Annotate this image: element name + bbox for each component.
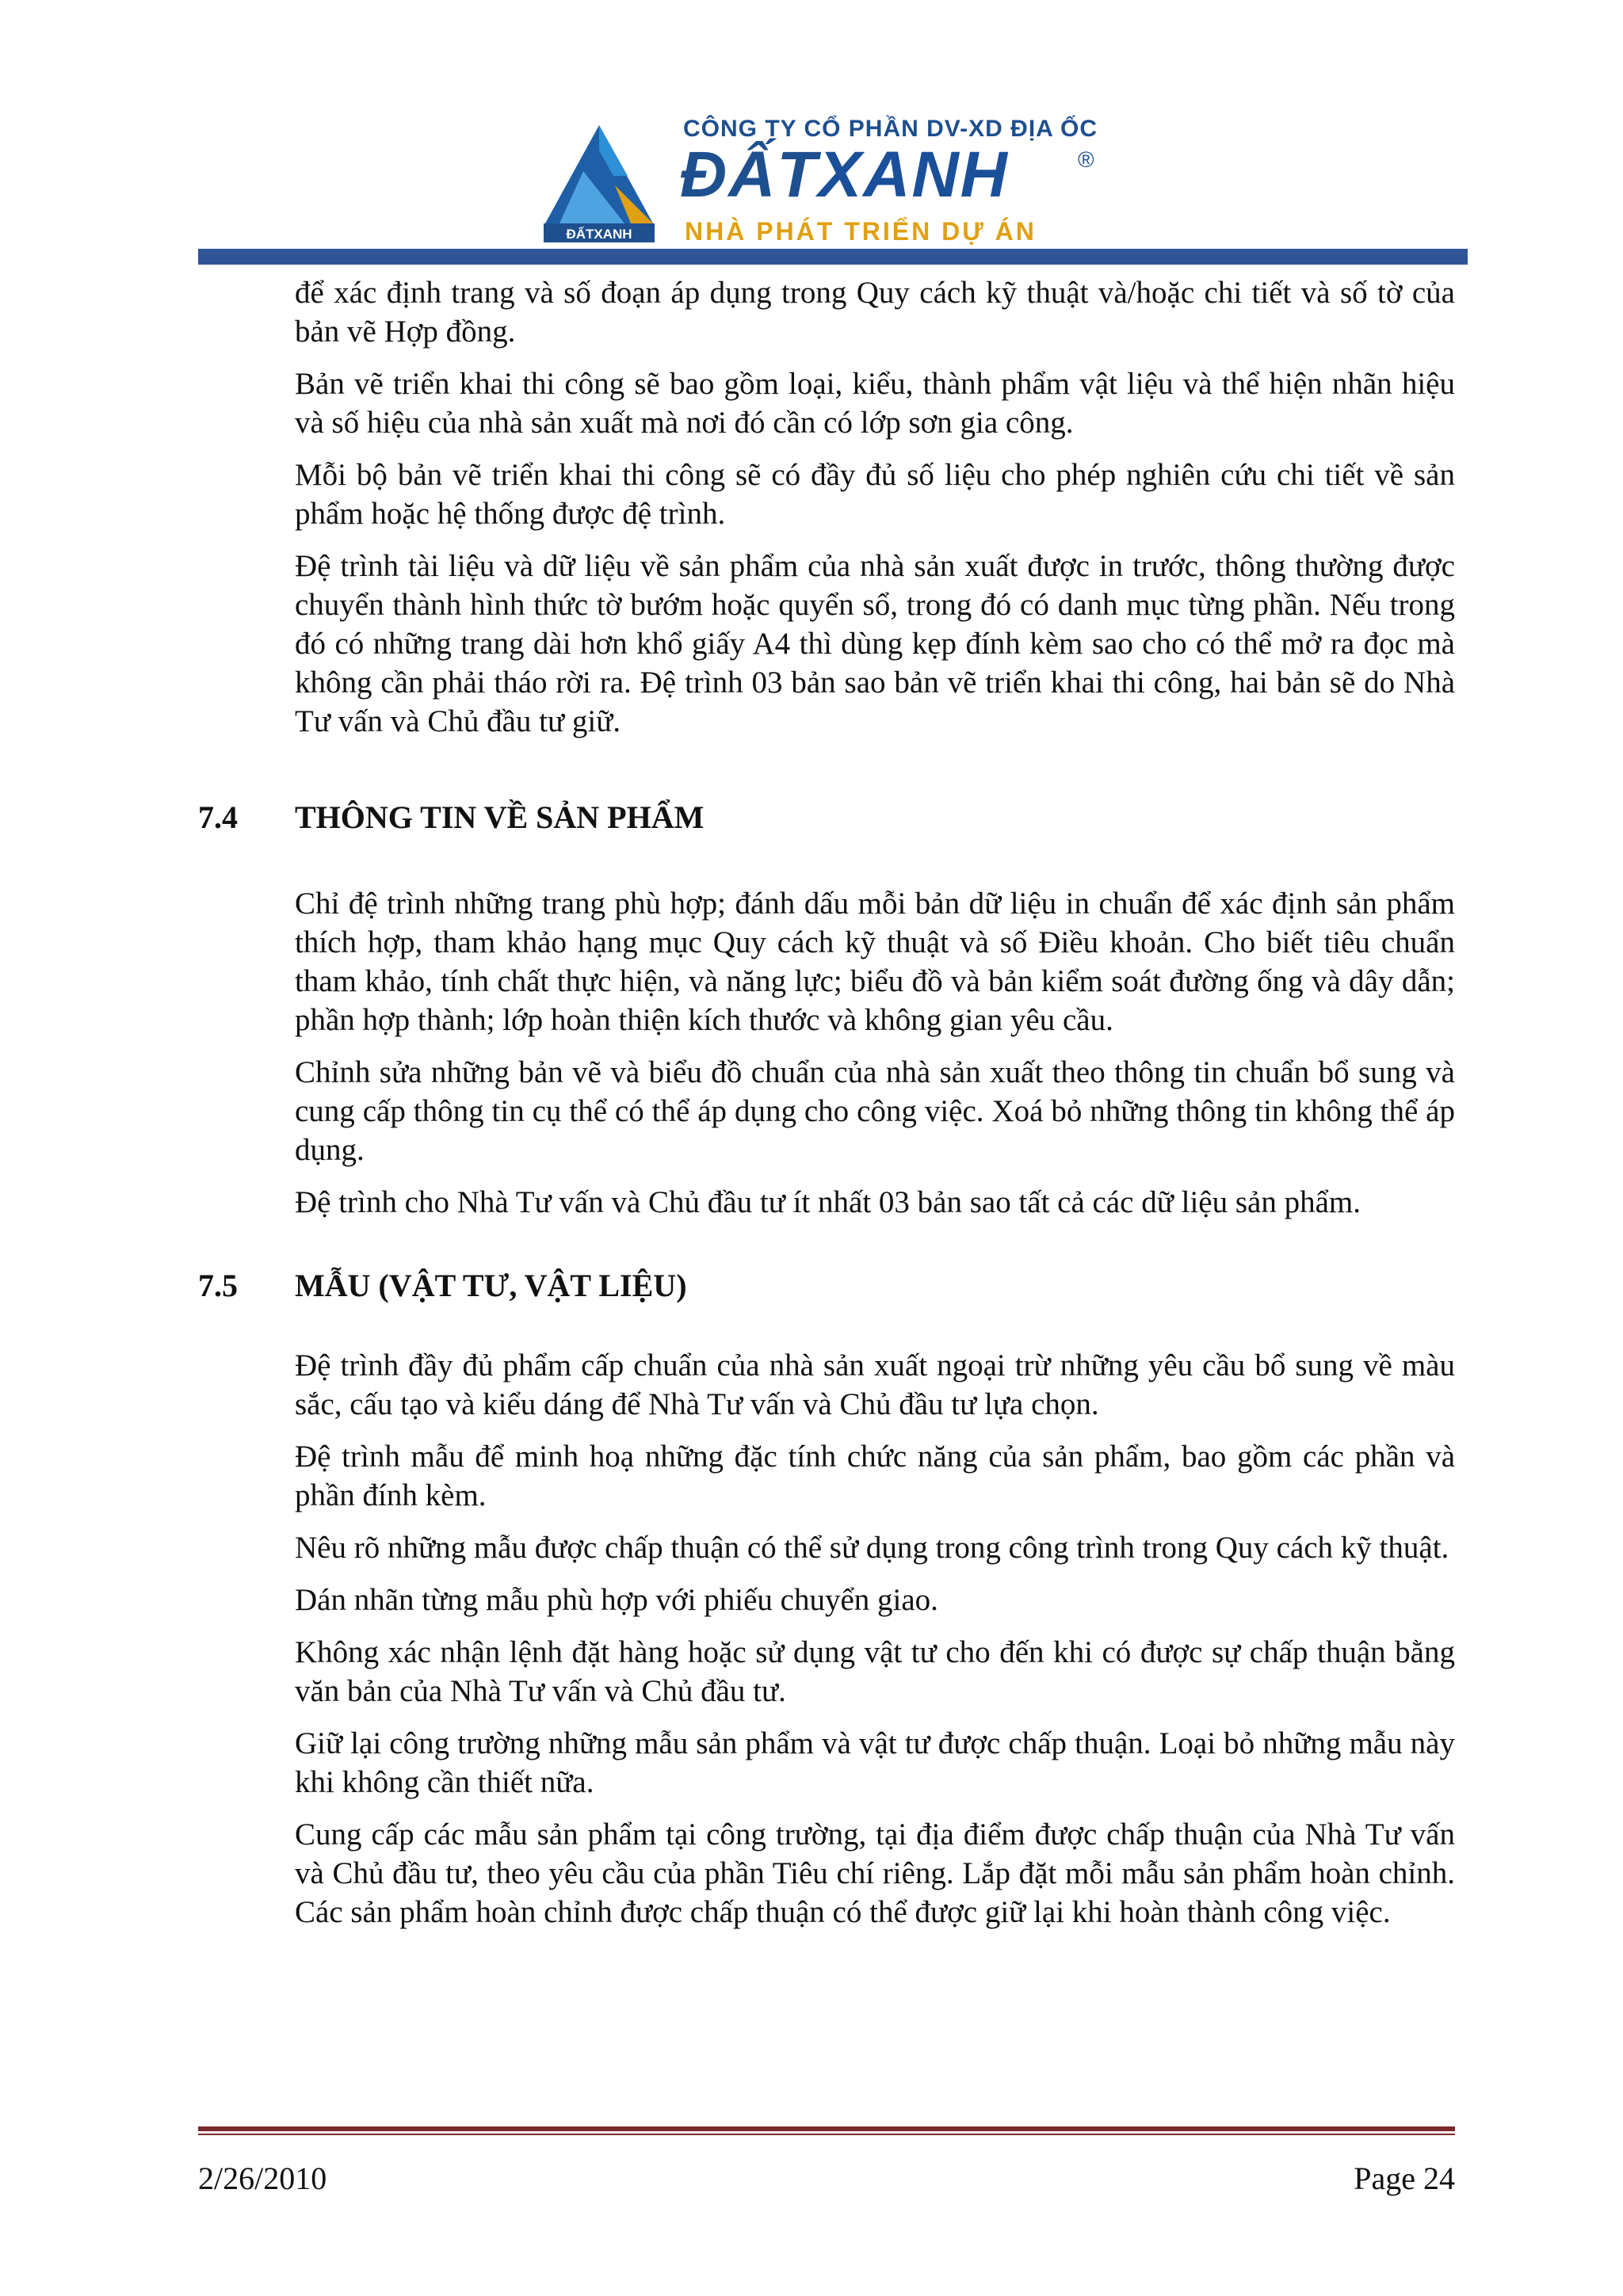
intro-paragraph: Mỗi bộ bản vẽ triển khai thi công sẽ có đầy đủ số liệu cho phép nghiên cứu chi tiết về sản phẩm hoặc hệ thống được đệ trình.: [295, 458, 1455, 531]
company-name: CÔNG TY CỔ PHẦN DV-XD ĐỊA ỐC: [683, 116, 1098, 142]
section-paragraph: Chỉnh sửa những bản vẽ và biểu đồ chuẩn của nhà sản xuất theo thông tin chuẩn bổ sung và cung cấp thông tin cụ thể có thể áp dụng cho công việc. Xoá bỏ những thông tin không thể áp dụng.: [295, 1055, 1455, 1167]
brand-tagline: NHÀ PHÁT TRIỂN DỰ ÁN: [685, 217, 1037, 246]
brand-part-2: XANH: [818, 139, 1009, 211]
section-paragraph: Đệ trình đầy đủ phẩm cấp chuẩn của nhà sản xuất ngoại trừ những yêu cầu bổ sung về màu sắc, cấu tạo và kiểu dáng để Nhà Tư vấn và Chủ đầu tư lựa chọn.: [295, 1348, 1455, 1421]
footer-date: 2/26/2010: [198, 2161, 327, 2196]
section-paragraph: Cung cấp các mẫu sản phẩm tại công trường, tại địa điểm được chấp thuận của Nhà Tư vấn và Chủ đầu tư, theo yêu cầu của phần Tiêu chí riêng. Lắp đặt mỗi mẫu sản phẩm hoàn chỉnh. Các sản phẩm hoàn chỉnh được chấp thuận có thể được giữ lại khi hoàn thành công việc.: [295, 1817, 1455, 1929]
page-header: [0, 0, 1623, 261]
section-number: 7.4: [198, 799, 238, 835]
footer-divider: [198, 2126, 1455, 2131]
section-paragraph: Giữ lại công trường những mẫu sản phẩm và vật tư được chấp thuận. Loại bỏ những mẫu này khi không cần thiết nữa.: [295, 1726, 1455, 1799]
section-number: 7.5: [198, 1268, 238, 1303]
header-divider: [198, 249, 1468, 265]
section-paragraph: Dán nhãn từng mẫu phù hợp với phiếu chuyển giao.: [295, 1583, 938, 1617]
section-paragraph: Đệ trình mẫu để minh hoạ những đặc tính chức năng của sản phẩm, bao gồm các phần và phần đính kèm.: [295, 1440, 1455, 1512]
section-title: MẪU (VẬT TƯ, VẬT LIỆU): [295, 1268, 687, 1303]
footer-divider-thin: [198, 2134, 1455, 2135]
dat-xanh-logo-icon: [536, 119, 663, 246]
brand-name: [680, 139, 1009, 211]
section-paragraph: Đệ trình cho Nhà Tư vấn và Chủ đầu tư ít nhất 03 bản sao tất cả các dữ liệu sản phẩm.: [295, 1185, 1361, 1219]
document-body: [198, 273, 1455, 1945]
brand-part-1: ĐẤT: [680, 139, 819, 211]
logo-text: ĐẤTXANH: [566, 227, 632, 242]
registered-mark: ®: [1078, 147, 1094, 172]
intro-paragraph: để xác định trang và số đoạn áp dụng trong Quy cách kỹ thuật và/hoặc chi tiết và số tờ của bản vẽ Hợp đồng.: [295, 276, 1455, 349]
section-paragraph: Chỉ đệ trình những trang phù hợp; đánh dấu mỗi bản dữ liệu in chuẩn để xác định sản phẩm thích hợp, tham khảo hạng mục Quy cách kỹ thuật và số Điều khoản. Cho biết tiêu chuẩn tham khảo, tính chất thực hiện, và năng lực; biểu đồ và bản kiểm soát đường ống và dây dẫn; phần hợp thành; lớp hoàn thiện kích thước và không gian yêu cầu.: [295, 887, 1455, 1037]
intro-paragraph: Bản vẽ triển khai thi công sẽ bao gồm loại, kiểu, thành phẩm vật liệu và thể hiện nhãn hiệu và số hiệu của nhà sản xuất mà nơi đó cần có lớp sơn gia công.: [295, 367, 1455, 440]
section-paragraph: Không xác nhận lệnh đặt hàng hoặc sử dụng vật tư cho đến khi có được sự chấp thuận bằng văn bản của Nhà Tư vấn và Chủ đầu tư.: [295, 1635, 1455, 1708]
section-heading-7-4: [198, 798, 1455, 837]
footer-page-number: Page 24: [1354, 2161, 1455, 2196]
section-paragraph: Nêu rõ những mẫu được chấp thuận có thể sử dụng trong công trình trong Quy cách kỹ thuật.: [295, 1531, 1449, 1565]
section-title: THÔNG TIN VỀ SẢN PHẨM: [295, 799, 705, 835]
section-heading-7-5: [198, 1266, 1455, 1305]
intro-paragraph: Đệ trình tài liệu và dữ liệu về sản phẩm của nhà sản xuất được in trước, thông thường được chuyển thành hình thức tờ bướm hoặc quyển sổ, trong đó có danh mục từng phần. Nếu trong đó có những trang dài hơn khổ giấy A4 thì dùng kẹp đính kèm sao cho có thể mở ra đọc mà không cần phải tháo rời ra. Đệ trình 03 bản sao bản vẽ triển khai thi công, hai bản sẽ do Nhà Tư vấn và Chủ đầu tư giữ.: [295, 549, 1455, 738]
